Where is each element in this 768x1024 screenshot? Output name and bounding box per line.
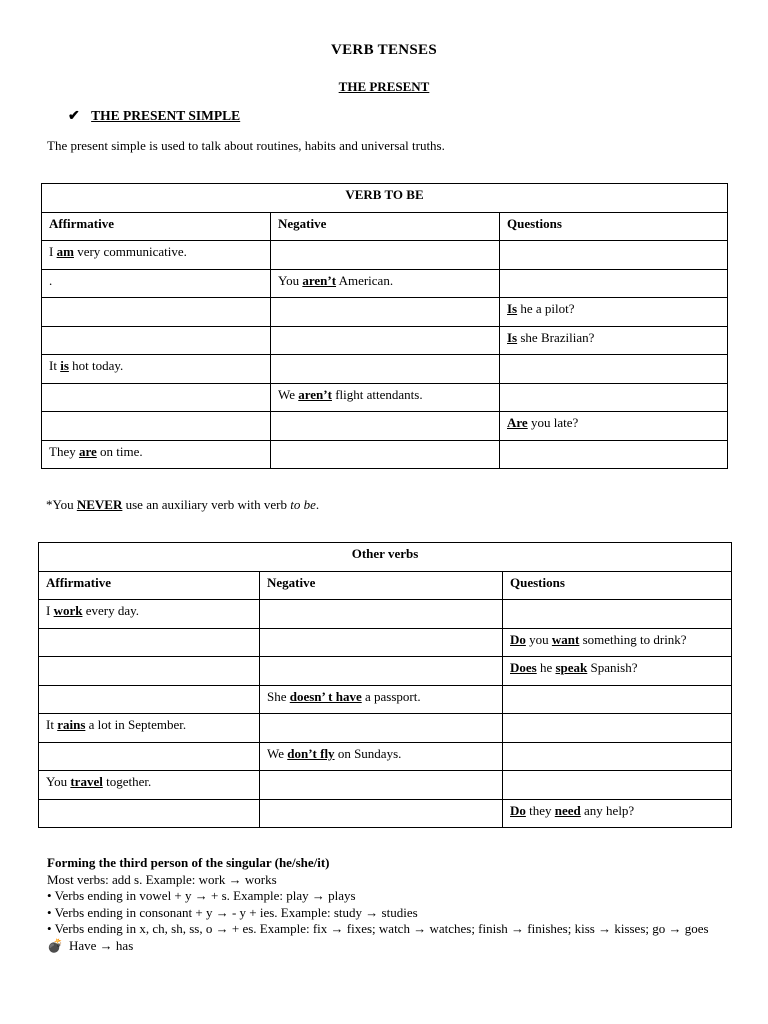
cell-text: together. xyxy=(102,774,152,789)
table-cell xyxy=(260,771,503,800)
table-row xyxy=(39,714,732,743)
table-cell xyxy=(503,799,732,828)
table-cell xyxy=(260,714,503,743)
verb-keyword: travel xyxy=(70,774,103,789)
column-header: Negative xyxy=(271,212,500,241)
table-row xyxy=(39,771,732,800)
verb-keyword: Does xyxy=(510,660,537,675)
rule-line: • Verbs ending in consonant + y → - y + ies. Example: study → studies xyxy=(47,904,418,920)
table-cell xyxy=(39,628,260,657)
verb-keyword: aren’t xyxy=(302,272,337,288)
table-cell xyxy=(39,657,260,686)
verb-keyword: speak xyxy=(555,660,588,675)
table-row xyxy=(42,383,728,412)
intro-text: The present simple is used to talk about routines, habits and universal truths. xyxy=(47,138,445,153)
verb-keyword: want xyxy=(551,631,580,647)
table-cell xyxy=(271,326,500,355)
cell-text: on Sundays. xyxy=(334,745,402,761)
table-cell xyxy=(42,355,271,384)
cell-text: flight attendants. xyxy=(331,386,423,402)
table-row xyxy=(42,241,728,270)
verb-keyword: doesn’ t have xyxy=(289,688,362,704)
table-caption: VERB TO BE xyxy=(42,184,728,213)
table-row xyxy=(42,269,728,298)
table-cell xyxy=(271,440,500,469)
table-cell xyxy=(42,412,271,441)
cell-text: We xyxy=(267,745,288,761)
table-cell xyxy=(39,685,260,714)
table-cell xyxy=(500,355,728,384)
cell-text: he a pilot? xyxy=(517,301,575,316)
verb-keyword: need xyxy=(554,802,581,818)
verb-keyword: Do xyxy=(510,802,526,818)
note-italic: to be xyxy=(290,497,316,512)
verb-keyword: Is xyxy=(507,301,518,316)
rule-line: • Verbs ending in x, ch, sh, ss, o → + es. Example: fix → fixes; watch → watches; finish → finishes; kiss → kisses; go → goes xyxy=(47,921,709,936)
table-cell xyxy=(260,685,503,714)
table-cell xyxy=(260,600,503,629)
column-header: Negative xyxy=(260,571,503,600)
table-row xyxy=(39,628,732,657)
note-text xyxy=(46,497,319,513)
cell-text: I xyxy=(49,244,57,259)
column-header: Affirmative xyxy=(39,571,260,600)
section-title: THE PRESENT xyxy=(338,79,430,94)
table-cell xyxy=(271,298,500,327)
cell-text: It xyxy=(46,717,58,732)
table-cell xyxy=(500,241,728,270)
verb-keyword: Is xyxy=(507,329,518,345)
cell-text: he xyxy=(536,660,556,675)
table-row xyxy=(42,355,728,384)
table-cell xyxy=(42,326,271,355)
table-cell xyxy=(503,628,732,657)
verb-keyword: work xyxy=(53,603,83,618)
rule-line: Most verbs: add s. Example: work → works xyxy=(47,871,277,887)
cell-text: you late? xyxy=(527,415,579,430)
table-row xyxy=(42,298,728,327)
cell-text: I xyxy=(46,603,54,618)
table-cell xyxy=(503,685,732,714)
verb-keyword: aren’t xyxy=(298,386,332,402)
verb-keyword: are xyxy=(78,443,97,459)
table-row xyxy=(39,799,732,828)
table-cell xyxy=(500,326,728,355)
table-cell xyxy=(42,440,271,469)
cell-text: Spanish? xyxy=(587,660,638,675)
table-cell xyxy=(42,269,271,298)
cell-text: a lot in September. xyxy=(85,717,187,732)
table-cell xyxy=(500,412,728,441)
cell-text: They xyxy=(49,443,79,459)
table-cell xyxy=(500,298,728,327)
cell-text: . xyxy=(49,272,53,288)
check-icon: ✔ xyxy=(68,109,80,124)
other-verbs-table xyxy=(38,542,732,828)
table-cell xyxy=(39,742,260,771)
table-cell xyxy=(271,383,500,412)
rule-line-have xyxy=(47,938,727,955)
cell-text: It xyxy=(49,358,61,373)
note-middle: use an auxiliary verb with verb xyxy=(122,497,291,512)
verb-keyword: is xyxy=(60,358,69,373)
table-row xyxy=(42,412,728,441)
table-cell xyxy=(500,269,728,298)
cell-text: you xyxy=(525,631,552,647)
table-row xyxy=(39,657,732,686)
table-row xyxy=(42,326,728,355)
table-cell xyxy=(503,714,732,743)
table-cell xyxy=(42,298,271,327)
verb-keyword: don’t fly xyxy=(287,745,335,761)
verb-keyword: rains xyxy=(57,717,86,732)
table-row xyxy=(39,742,732,771)
table-cell xyxy=(503,771,732,800)
table-cell xyxy=(260,628,503,657)
subsection-heading xyxy=(68,108,240,125)
table-row xyxy=(39,685,732,714)
table-cell xyxy=(39,600,260,629)
table-cell xyxy=(39,799,260,828)
cell-text: any help? xyxy=(580,802,635,818)
table-cell xyxy=(503,742,732,771)
cell-text: very communicative. xyxy=(73,244,187,259)
subsection-label: THE PRESENT SIMPLE xyxy=(91,108,241,123)
cell-text: You xyxy=(46,774,71,789)
table-cell xyxy=(260,657,503,686)
cell-text: American. xyxy=(336,272,394,288)
rules-title: Forming the third person of the singular (he/she/it) xyxy=(47,855,330,870)
cell-text: on time. xyxy=(96,443,143,459)
note-never: NEVER xyxy=(76,497,123,512)
table-cell xyxy=(260,742,503,771)
cell-text: they xyxy=(525,802,555,818)
table-cell xyxy=(271,269,500,298)
table-caption: Other verbs xyxy=(39,543,732,572)
verb-keyword: Are xyxy=(507,415,528,430)
column-header: Questions xyxy=(500,212,728,241)
table-cell xyxy=(500,383,728,412)
table-row xyxy=(39,600,732,629)
verb-keyword: am xyxy=(56,244,74,259)
table-cell xyxy=(42,241,271,270)
cell-text: She xyxy=(267,688,290,704)
table-cell xyxy=(500,440,728,469)
note-prefix: *You xyxy=(46,497,77,512)
cell-text: We xyxy=(278,386,299,402)
third-person-rules xyxy=(47,855,727,954)
verb-to-be-table xyxy=(41,183,728,469)
table-cell xyxy=(42,383,271,412)
table-cell xyxy=(271,241,500,270)
table-cell xyxy=(39,714,260,743)
table-row xyxy=(42,440,728,469)
cell-text: You xyxy=(278,272,303,288)
table-cell xyxy=(271,412,500,441)
table-cell xyxy=(39,771,260,800)
cell-text: every day. xyxy=(82,603,140,618)
bomb-icon: 💣 xyxy=(47,937,64,953)
page-title: VERB TENSES xyxy=(331,42,437,58)
cell-text: something to drink? xyxy=(579,631,687,647)
cell-text: hot today. xyxy=(68,358,124,373)
rule-have-text: Have → has xyxy=(69,937,134,953)
cell-text: a passport. xyxy=(361,688,421,704)
table-cell xyxy=(271,355,500,384)
column-header: Questions xyxy=(503,571,732,600)
cell-text: she Brazilian? xyxy=(517,329,595,345)
column-header: Affirmative xyxy=(42,212,271,241)
table-cell xyxy=(503,657,732,686)
verb-keyword: Do xyxy=(510,631,526,647)
note-suffix: . xyxy=(315,497,320,512)
rule-line: • Verbs ending in vowel + y → + s. Example: play → plays xyxy=(47,888,356,903)
table-cell xyxy=(260,799,503,828)
table-cell xyxy=(503,600,732,629)
